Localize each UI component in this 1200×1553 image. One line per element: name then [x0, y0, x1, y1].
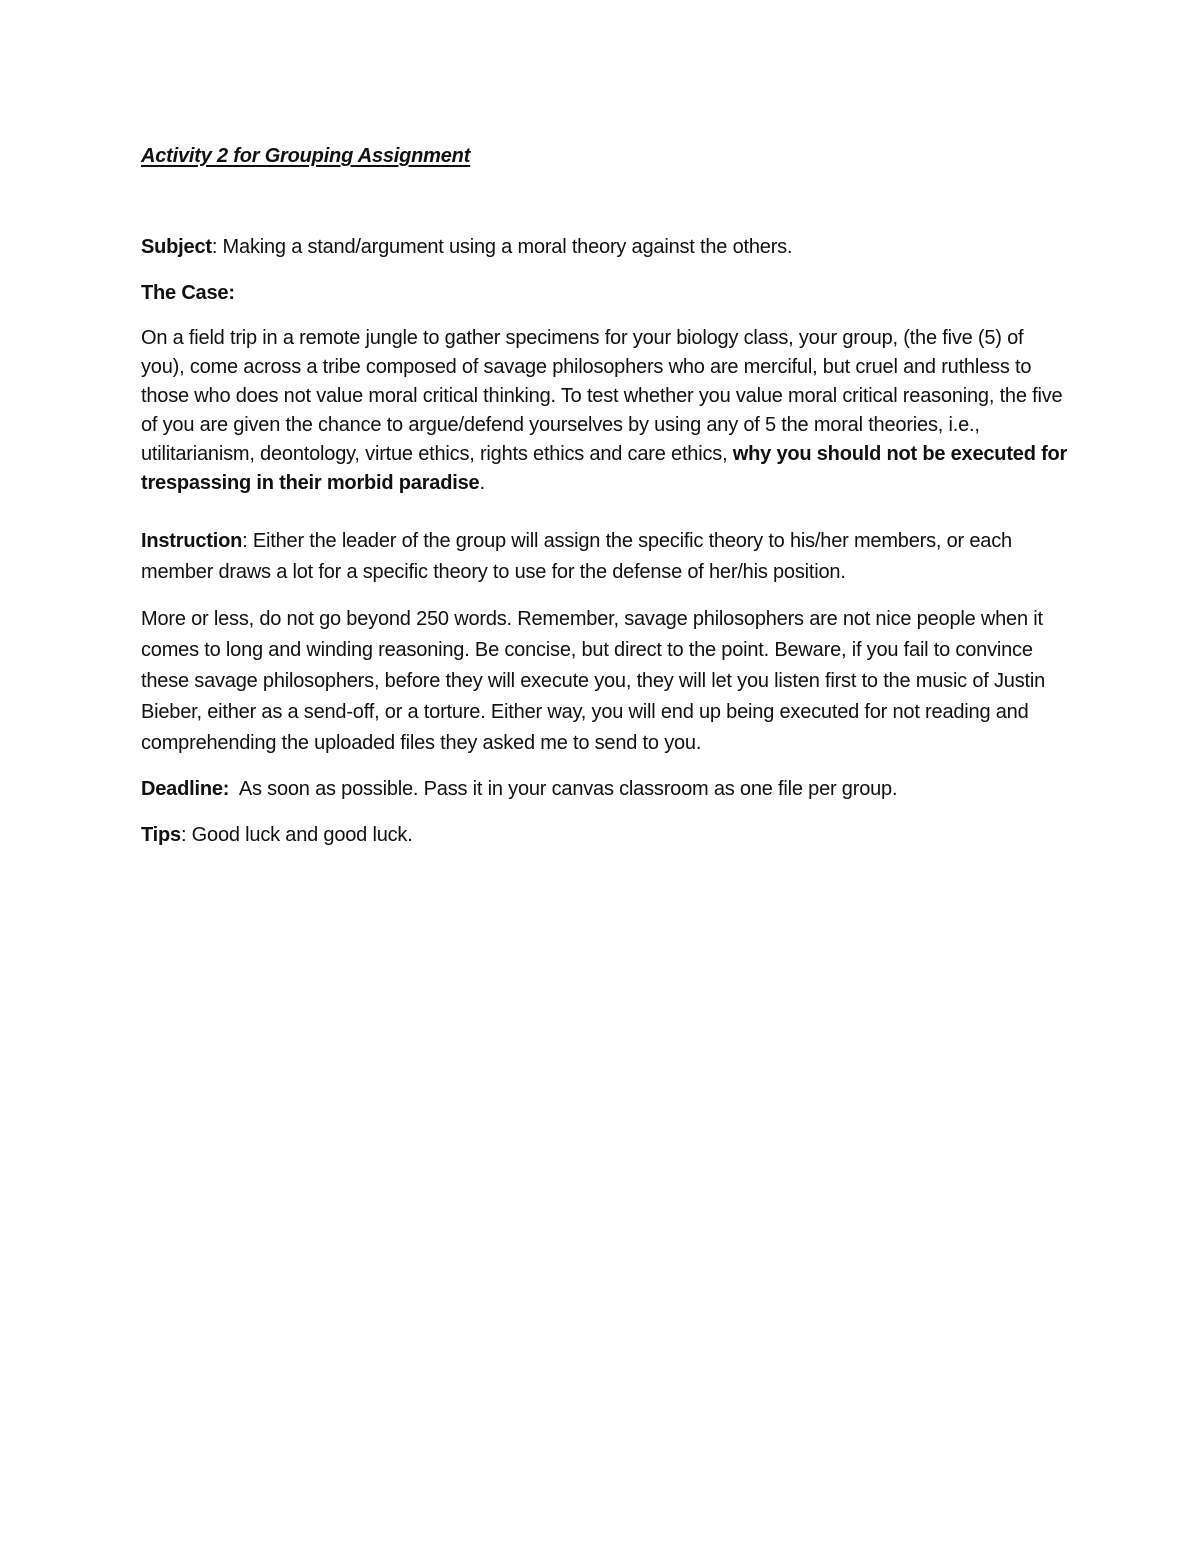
- case-emphasis: why you should not be executed for trespassing in their morbid paradise: [141, 443, 1068, 494]
- document-title: Activity 2 for Grouping Assignment: [141, 145, 471, 167]
- case-end: .: [479, 472, 485, 494]
- case-paragraph: [141, 324, 1071, 498]
- tips-paragraph: [141, 821, 1071, 850]
- instruction-paragraph: [141, 526, 1071, 588]
- deadline-text: As soon as possible. Pass it in your canvas classroom as one file per group.: [229, 778, 898, 800]
- subject-paragraph: [141, 233, 1071, 262]
- subject-separator: :: [211, 236, 218, 258]
- subject-label: Subject: [141, 236, 212, 258]
- deadline-label: Deadline:: [141, 778, 230, 800]
- case-heading: The Case:: [141, 282, 235, 304]
- tips-label: Tips: [141, 824, 181, 846]
- instruction-label: Instruction: [141, 530, 243, 552]
- deadline-paragraph: [141, 775, 1071, 804]
- document-body: [141, 142, 1071, 850]
- tips-text: : Good luck and good luck.: [180, 824, 413, 846]
- subject-text: Making a stand/argument using a moral theory against the others.: [217, 236, 793, 258]
- limits-paragraph: More or less, do not go beyond 250 words. Remember, savage philosophers are not nice people when it comes to long and winding reasoning. Be concise, but direct to the point. Beware, if you fail to convince these savage philosophers, before they will execute you, they will let you listen first to the music of Justin Bieber, either as a send-off, or a torture. Either way, you will end up being executed for not reading and comprehending the uploaded files they asked me to send to you.: [141, 608, 1046, 754]
- case-text: On a field trip in a remote jungle to gather specimens for your biology class, your group, (the five (5) of you), come across a tribe composed of savage philosophers who are merciful, but cruel and ruthless to those who does not value moral critical thinking. To test whether you value moral critical reasoning, the five of you are given the chance to argue/defend yourselves by using any of 5 the moral theories, i.e., utilitarianism, deontology, virtue ethics, rights ethics and care ethics,: [141, 327, 1063, 465]
- instruction-text: : Either the leader of the group will assign the specific theory to his/her members, or each member draws a lot for a specific theory to use for the defense of her/his position.: [141, 530, 1012, 583]
